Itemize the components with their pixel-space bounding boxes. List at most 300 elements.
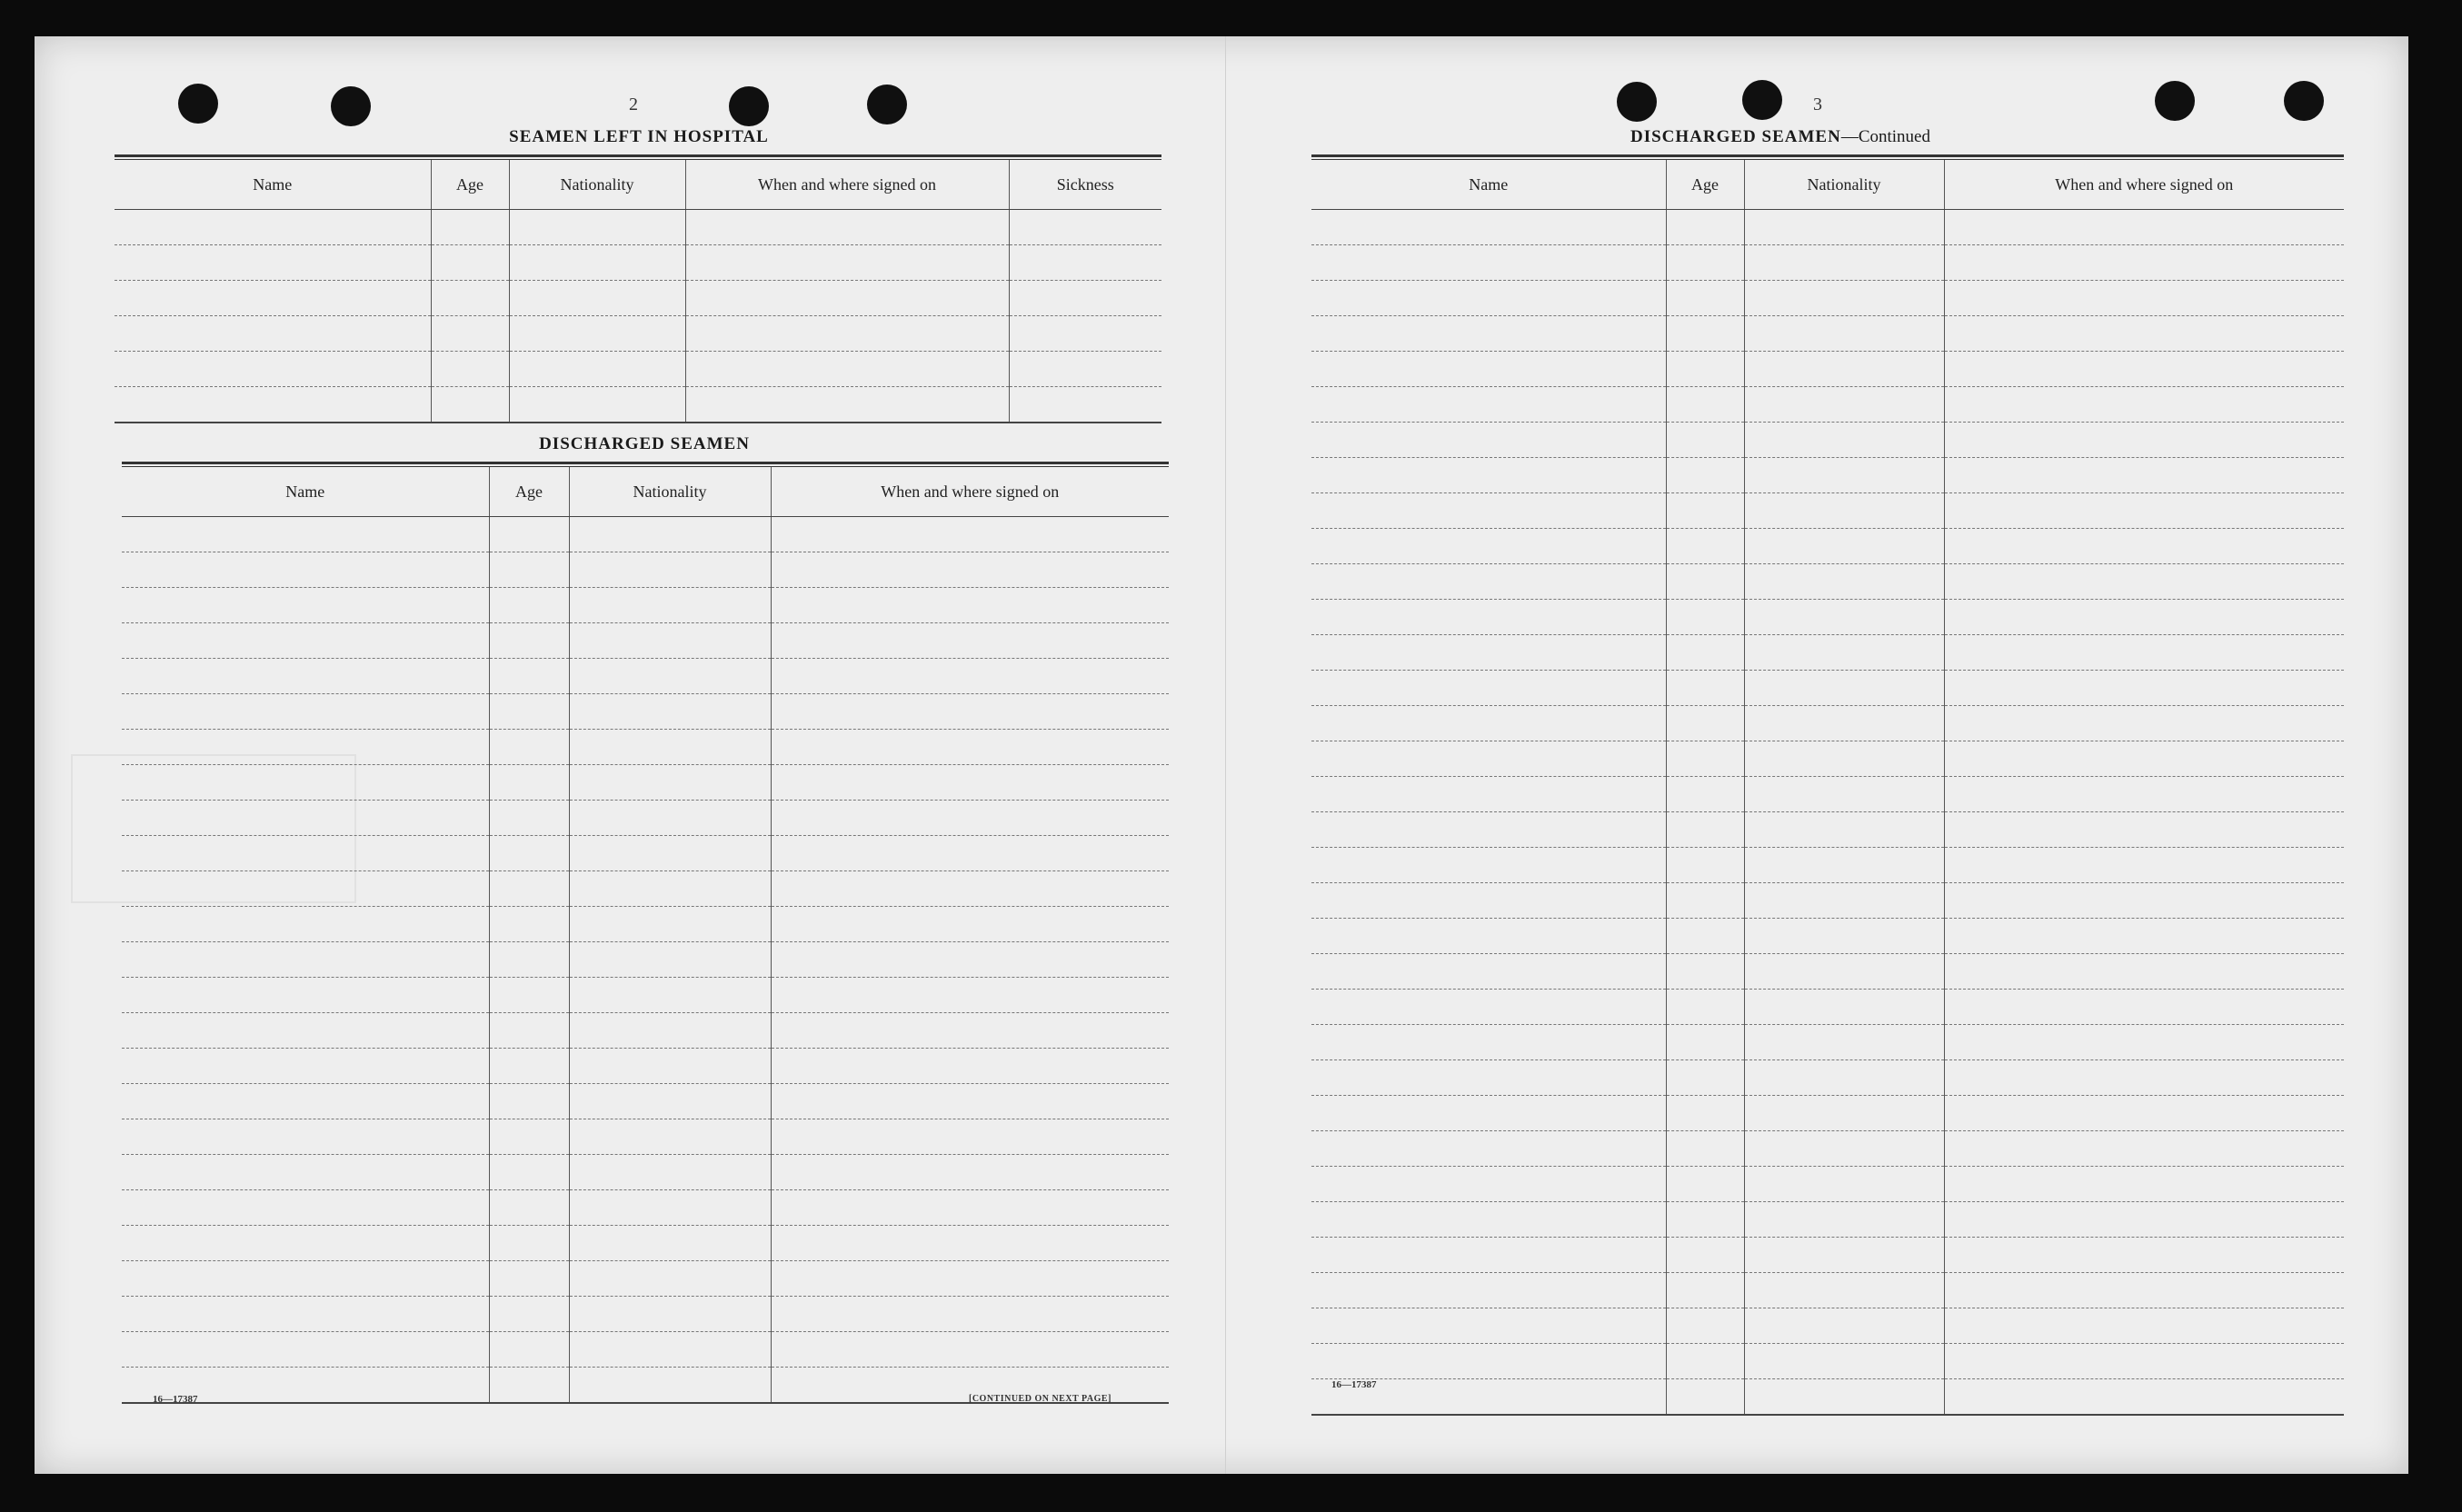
discharged-table (122, 462, 1169, 1404)
table-row (122, 1119, 1169, 1155)
discharged-continued-table-body (1311, 210, 2344, 1416)
blank-cell (489, 801, 569, 836)
blank-cell (569, 1332, 771, 1368)
blank-cell (1666, 387, 1744, 423)
table-row (122, 1261, 1169, 1297)
blank-cell (569, 694, 771, 730)
table-row (1311, 777, 2344, 812)
blank-cell (771, 871, 1169, 907)
blank-cell (1666, 635, 1744, 671)
blank-cell (771, 801, 1169, 836)
blank-cell (489, 1119, 569, 1155)
blank-cell (1944, 1096, 2344, 1131)
blank-cell (1666, 423, 1744, 458)
blank-cell (1666, 1131, 1744, 1167)
blank-cell (122, 1049, 489, 1084)
blank-cell (431, 352, 509, 387)
blank-cell (509, 210, 685, 245)
form-number: 16—17387 (153, 1394, 198, 1405)
table-row (115, 387, 1161, 423)
table-row (1311, 990, 2344, 1025)
blank-cell (771, 1013, 1169, 1049)
blank-cell (685, 210, 1009, 245)
blank-cell (569, 1013, 771, 1049)
blank-cell (1311, 812, 1666, 848)
blank-cell (122, 517, 489, 552)
blank-cell (1744, 458, 1944, 493)
blank-cell (489, 694, 569, 730)
blank-cell (771, 1226, 1169, 1261)
blank-cell (489, 730, 569, 765)
blank-cell (771, 765, 1169, 801)
blank-cell (509, 387, 685, 423)
blank-cell (1009, 316, 1161, 352)
column-header-age: Age (431, 160, 509, 210)
blank-cell (122, 552, 489, 588)
blank-cell (569, 659, 771, 694)
blank-cell (1944, 564, 2344, 600)
column-header-nationality: Nationality (509, 160, 685, 210)
blank-cell (431, 210, 509, 245)
blank-cell (1944, 316, 2344, 352)
table-row (122, 517, 1169, 552)
table-row (115, 245, 1161, 281)
blank-cell (122, 978, 489, 1013)
blank-cell (1666, 1096, 1744, 1131)
blank-cell (489, 978, 569, 1013)
blank-cell (1744, 529, 1944, 564)
blank-cell (489, 765, 569, 801)
blank-cell (1744, 671, 1944, 706)
blank-cell (1944, 493, 2344, 529)
table-row (1311, 1202, 2344, 1238)
blank-cell (1944, 600, 2344, 635)
table-row (1311, 600, 2344, 635)
blank-cell (509, 316, 685, 352)
blank-cell (1311, 954, 1666, 990)
blank-cell (431, 387, 509, 423)
blank-cell (1744, 1344, 1944, 1379)
column-header-age: Age (489, 467, 569, 517)
table-row (1311, 564, 2344, 600)
blank-cell (1666, 316, 1744, 352)
table-row (122, 978, 1169, 1013)
blank-cell (1944, 1167, 2344, 1202)
blank-cell (1666, 706, 1744, 741)
blank-cell (1744, 493, 1944, 529)
column-header-nationality: Nationality (1744, 160, 1944, 210)
blank-cell (1009, 387, 1161, 423)
blank-cell (1311, 883, 1666, 919)
blank-cell (569, 942, 771, 978)
blank-cell (1744, 423, 1944, 458)
blank-cell (489, 1368, 569, 1404)
blank-cell (771, 730, 1169, 765)
blank-cell (1744, 990, 1944, 1025)
table-row (122, 1190, 1169, 1226)
blank-cell (771, 836, 1169, 871)
blank-cell (1744, 210, 1944, 245)
blank-cell (771, 1332, 1169, 1368)
blank-cell (569, 907, 771, 942)
blank-cell (1944, 671, 2344, 706)
table-row (1311, 1096, 2344, 1131)
table-row (122, 588, 1169, 623)
table-row (122, 942, 1169, 978)
blank-cell (1666, 529, 1744, 564)
blank-cell (1944, 1379, 2344, 1416)
table-row (1311, 316, 2344, 352)
blank-cell (122, 659, 489, 694)
blank-cell (1311, 458, 1666, 493)
blank-cell (569, 1155, 771, 1190)
blank-cell (1944, 210, 2344, 245)
blank-cell (771, 1261, 1169, 1297)
blank-cell (1744, 883, 1944, 919)
blank-cell (1311, 635, 1666, 671)
blank-cell (569, 730, 771, 765)
blank-cell (685, 387, 1009, 423)
blank-cell (569, 623, 771, 659)
blank-cell (489, 1332, 569, 1368)
blank-cell (489, 1190, 569, 1226)
table-row (1311, 1060, 2344, 1096)
table-row (1311, 1308, 2344, 1344)
blank-cell (1944, 1344, 2344, 1379)
blank-cell (1311, 1308, 1666, 1344)
blank-cell (1944, 1060, 2344, 1096)
blank-cell (1666, 954, 1744, 990)
blank-cell (1311, 1344, 1666, 1379)
blank-cell (1311, 210, 1666, 245)
table-row (1311, 1025, 2344, 1060)
blank-cell (771, 694, 1169, 730)
blank-cell (1666, 352, 1744, 387)
blank-cell (1944, 706, 2344, 741)
blank-cell (1744, 245, 1944, 281)
blank-cell (1666, 1308, 1744, 1344)
blank-cell (1666, 1273, 1744, 1308)
hospital-section-title: SEAMEN LEFT IN HOSPITAL (509, 127, 769, 146)
blank-cell (1666, 564, 1744, 600)
blank-cell (489, 907, 569, 942)
blank-cell (771, 623, 1169, 659)
discharged-continued-table (1311, 154, 2344, 1416)
blank-cell (1666, 1060, 1744, 1096)
blank-cell (1311, 529, 1666, 564)
table-row (122, 907, 1169, 942)
blank-cell (122, 1190, 489, 1226)
blank-cell (569, 1226, 771, 1261)
blank-cell (1009, 245, 1161, 281)
blank-cell (115, 281, 431, 316)
blank-cell (489, 1155, 569, 1190)
blank-cell (1744, 635, 1944, 671)
blank-cell (1311, 706, 1666, 741)
blank-cell (1744, 706, 1944, 741)
blank-cell (569, 1297, 771, 1332)
blank-cell (1744, 954, 1944, 990)
blank-cell (569, 801, 771, 836)
blank-cell (122, 907, 489, 942)
blank-cell (569, 1119, 771, 1155)
blank-cell (771, 978, 1169, 1013)
table-row (1311, 671, 2344, 706)
column-header-age: Age (1666, 160, 1744, 210)
blank-cell (1944, 1273, 2344, 1308)
table-row (1311, 1379, 2344, 1416)
discharged-table-body (122, 517, 1169, 1404)
page-number: 2 (629, 94, 638, 114)
blank-cell (1311, 387, 1666, 423)
blank-cell (489, 871, 569, 907)
blank-cell (122, 1261, 489, 1297)
blank-cell (431, 316, 509, 352)
blank-cell (115, 245, 431, 281)
blank-cell (1666, 281, 1744, 316)
blank-cell (1744, 777, 1944, 812)
blank-cell (1944, 387, 2344, 423)
punch-hole (2284, 81, 2324, 121)
blank-cell (489, 588, 569, 623)
blank-cell (122, 694, 489, 730)
table-row (1311, 352, 2344, 387)
form-number: 16—17387 (1331, 1379, 1377, 1390)
blank-cell (1744, 387, 1944, 423)
blank-cell (1944, 848, 2344, 883)
table-row (1311, 919, 2344, 954)
blank-cell (122, 1084, 489, 1119)
blank-cell (509, 352, 685, 387)
blank-cell (1311, 245, 1666, 281)
blank-cell (1944, 1131, 2344, 1167)
punch-hole (178, 84, 218, 124)
blank-cell (122, 1155, 489, 1190)
blank-cell (1744, 1308, 1944, 1344)
left-page (35, 36, 1225, 1474)
blank-cell (685, 352, 1009, 387)
blank-cell (489, 1049, 569, 1084)
blank-cell (1311, 281, 1666, 316)
discharged-section-title: DISCHARGED SEAMEN (539, 434, 750, 453)
table-row (1311, 1167, 2344, 1202)
blank-cell (771, 1084, 1169, 1119)
blank-cell (122, 1226, 489, 1261)
blank-cell (1666, 210, 1744, 245)
blank-cell (1311, 1273, 1666, 1308)
blank-cell (569, 552, 771, 588)
column-header-signed-on: When and where signed on (771, 467, 1169, 517)
blank-cell (1744, 919, 1944, 954)
blank-cell (1744, 600, 1944, 635)
blank-cell (771, 1049, 1169, 1084)
blank-cell (1944, 1025, 2344, 1060)
column-header-sickness: Sickness (1009, 160, 1161, 210)
blank-cell (1744, 1131, 1944, 1167)
blank-cell (1311, 316, 1666, 352)
blank-cell (1944, 777, 2344, 812)
blank-cell (1944, 1202, 2344, 1238)
blank-cell (1666, 848, 1744, 883)
blank-cell (569, 1261, 771, 1297)
blank-cell (569, 871, 771, 907)
table-row (1311, 1238, 2344, 1273)
blank-cell (1311, 1060, 1666, 1096)
blank-cell (1944, 635, 2344, 671)
blank-cell (489, 1013, 569, 1049)
blank-cell (1744, 1238, 1944, 1273)
blank-cell (1666, 1344, 1744, 1379)
blank-cell (1944, 990, 2344, 1025)
blank-cell (1744, 741, 1944, 777)
blank-cell (1744, 1273, 1944, 1308)
section-title-suffix: —Continued (1840, 127, 1930, 146)
blank-cell (122, 1013, 489, 1049)
document-sheet (35, 36, 2408, 1474)
blank-cell (771, 588, 1169, 623)
blank-cell (1944, 812, 2344, 848)
table-row (115, 210, 1161, 245)
table-row (115, 281, 1161, 316)
table-row (115, 316, 1161, 352)
table-row (122, 1013, 1169, 1049)
blank-cell (569, 1190, 771, 1226)
blank-cell (1311, 352, 1666, 387)
blank-cell (489, 942, 569, 978)
table-row (1311, 1344, 2344, 1379)
blank-cell (489, 1297, 569, 1332)
table-row (1311, 245, 2344, 281)
discharged-continued-title (1262, 127, 2298, 147)
blank-cell (1944, 883, 2344, 919)
blank-cell (115, 387, 431, 423)
blank-cell (1666, 777, 1744, 812)
blank-cell (1666, 812, 1744, 848)
blank-cell (1311, 919, 1666, 954)
blank-cell (1666, 990, 1744, 1025)
blank-cell (685, 316, 1009, 352)
blank-cell (122, 623, 489, 659)
table-row (122, 552, 1169, 588)
hospital-table (115, 154, 1161, 423)
blank-cell (1311, 493, 1666, 529)
blank-cell (569, 1049, 771, 1084)
blank-cell (569, 588, 771, 623)
blank-cell (1311, 777, 1666, 812)
blank-cell (1744, 848, 1944, 883)
section-title-main: DISCHARGED SEAMEN (1630, 127, 1841, 146)
table-row (122, 1155, 1169, 1190)
blank-cell (569, 978, 771, 1013)
blank-cell (1009, 210, 1161, 245)
blank-cell (115, 210, 431, 245)
blank-cell (1944, 919, 2344, 954)
blank-cell (489, 517, 569, 552)
table-row (1311, 1273, 2344, 1308)
blank-cell (122, 1332, 489, 1368)
blank-cell (1311, 671, 1666, 706)
column-header-signed-on: When and where signed on (1944, 160, 2344, 210)
table-row (1311, 1131, 2344, 1167)
blank-cell (1311, 741, 1666, 777)
blank-cell (1744, 281, 1944, 316)
blank-cell (771, 907, 1169, 942)
blank-cell (1311, 1131, 1666, 1167)
blank-cell (1666, 919, 1744, 954)
blank-cell (122, 1297, 489, 1332)
column-header-signed-on: When and where signed on (685, 160, 1009, 210)
blank-cell (771, 552, 1169, 588)
blank-cell (1311, 1238, 1666, 1273)
blank-cell (1944, 1308, 2344, 1344)
blank-cell (1311, 423, 1666, 458)
blank-cell (1744, 1202, 1944, 1238)
blank-cell (489, 623, 569, 659)
table-row (1311, 529, 2344, 564)
column-header-name: Name (122, 467, 489, 517)
blank-cell (1944, 954, 2344, 990)
blank-cell (1666, 458, 1744, 493)
blank-cell (1944, 529, 2344, 564)
blank-cell (489, 1226, 569, 1261)
hospital-table-body (115, 210, 1161, 423)
blank-cell (1944, 352, 2344, 387)
blank-cell (771, 659, 1169, 694)
table-row (1311, 458, 2344, 493)
blank-cell (685, 245, 1009, 281)
blank-cell (1744, 564, 1944, 600)
table-row (1311, 423, 2344, 458)
blank-cell (569, 517, 771, 552)
blank-cell (1666, 1025, 1744, 1060)
blank-cell (685, 281, 1009, 316)
blank-cell (1311, 1202, 1666, 1238)
table-row (1311, 883, 2344, 919)
table-row (122, 1297, 1169, 1332)
blank-cell (1944, 281, 2344, 316)
table-row (1311, 281, 2344, 316)
blank-cell (1944, 741, 2344, 777)
blank-cell (1744, 1096, 1944, 1131)
blank-cell (771, 1155, 1169, 1190)
blank-cell (1944, 245, 2344, 281)
table-row (1311, 848, 2344, 883)
blank-cell (1666, 741, 1744, 777)
table-row (1311, 706, 2344, 741)
punch-hole (1742, 80, 1782, 120)
column-header-nationality: Nationality (569, 467, 771, 517)
blank-cell (122, 1119, 489, 1155)
blank-cell (115, 352, 431, 387)
blank-cell (509, 281, 685, 316)
right-page (1225, 36, 2409, 1474)
blank-cell (1666, 1202, 1744, 1238)
blank-cell (1666, 600, 1744, 635)
table-row (115, 352, 1161, 387)
column-header-name: Name (115, 160, 431, 210)
blank-cell (1744, 352, 1944, 387)
blank-cell (1311, 1167, 1666, 1202)
table-row (122, 1226, 1169, 1261)
blank-cell (1666, 1238, 1744, 1273)
blank-cell (569, 1368, 771, 1404)
blank-cell (1944, 458, 2344, 493)
blank-cell (1311, 848, 1666, 883)
blank-cell (1666, 883, 1744, 919)
table-row (122, 694, 1169, 730)
blank-cell (1311, 564, 1666, 600)
blank-cell (569, 765, 771, 801)
